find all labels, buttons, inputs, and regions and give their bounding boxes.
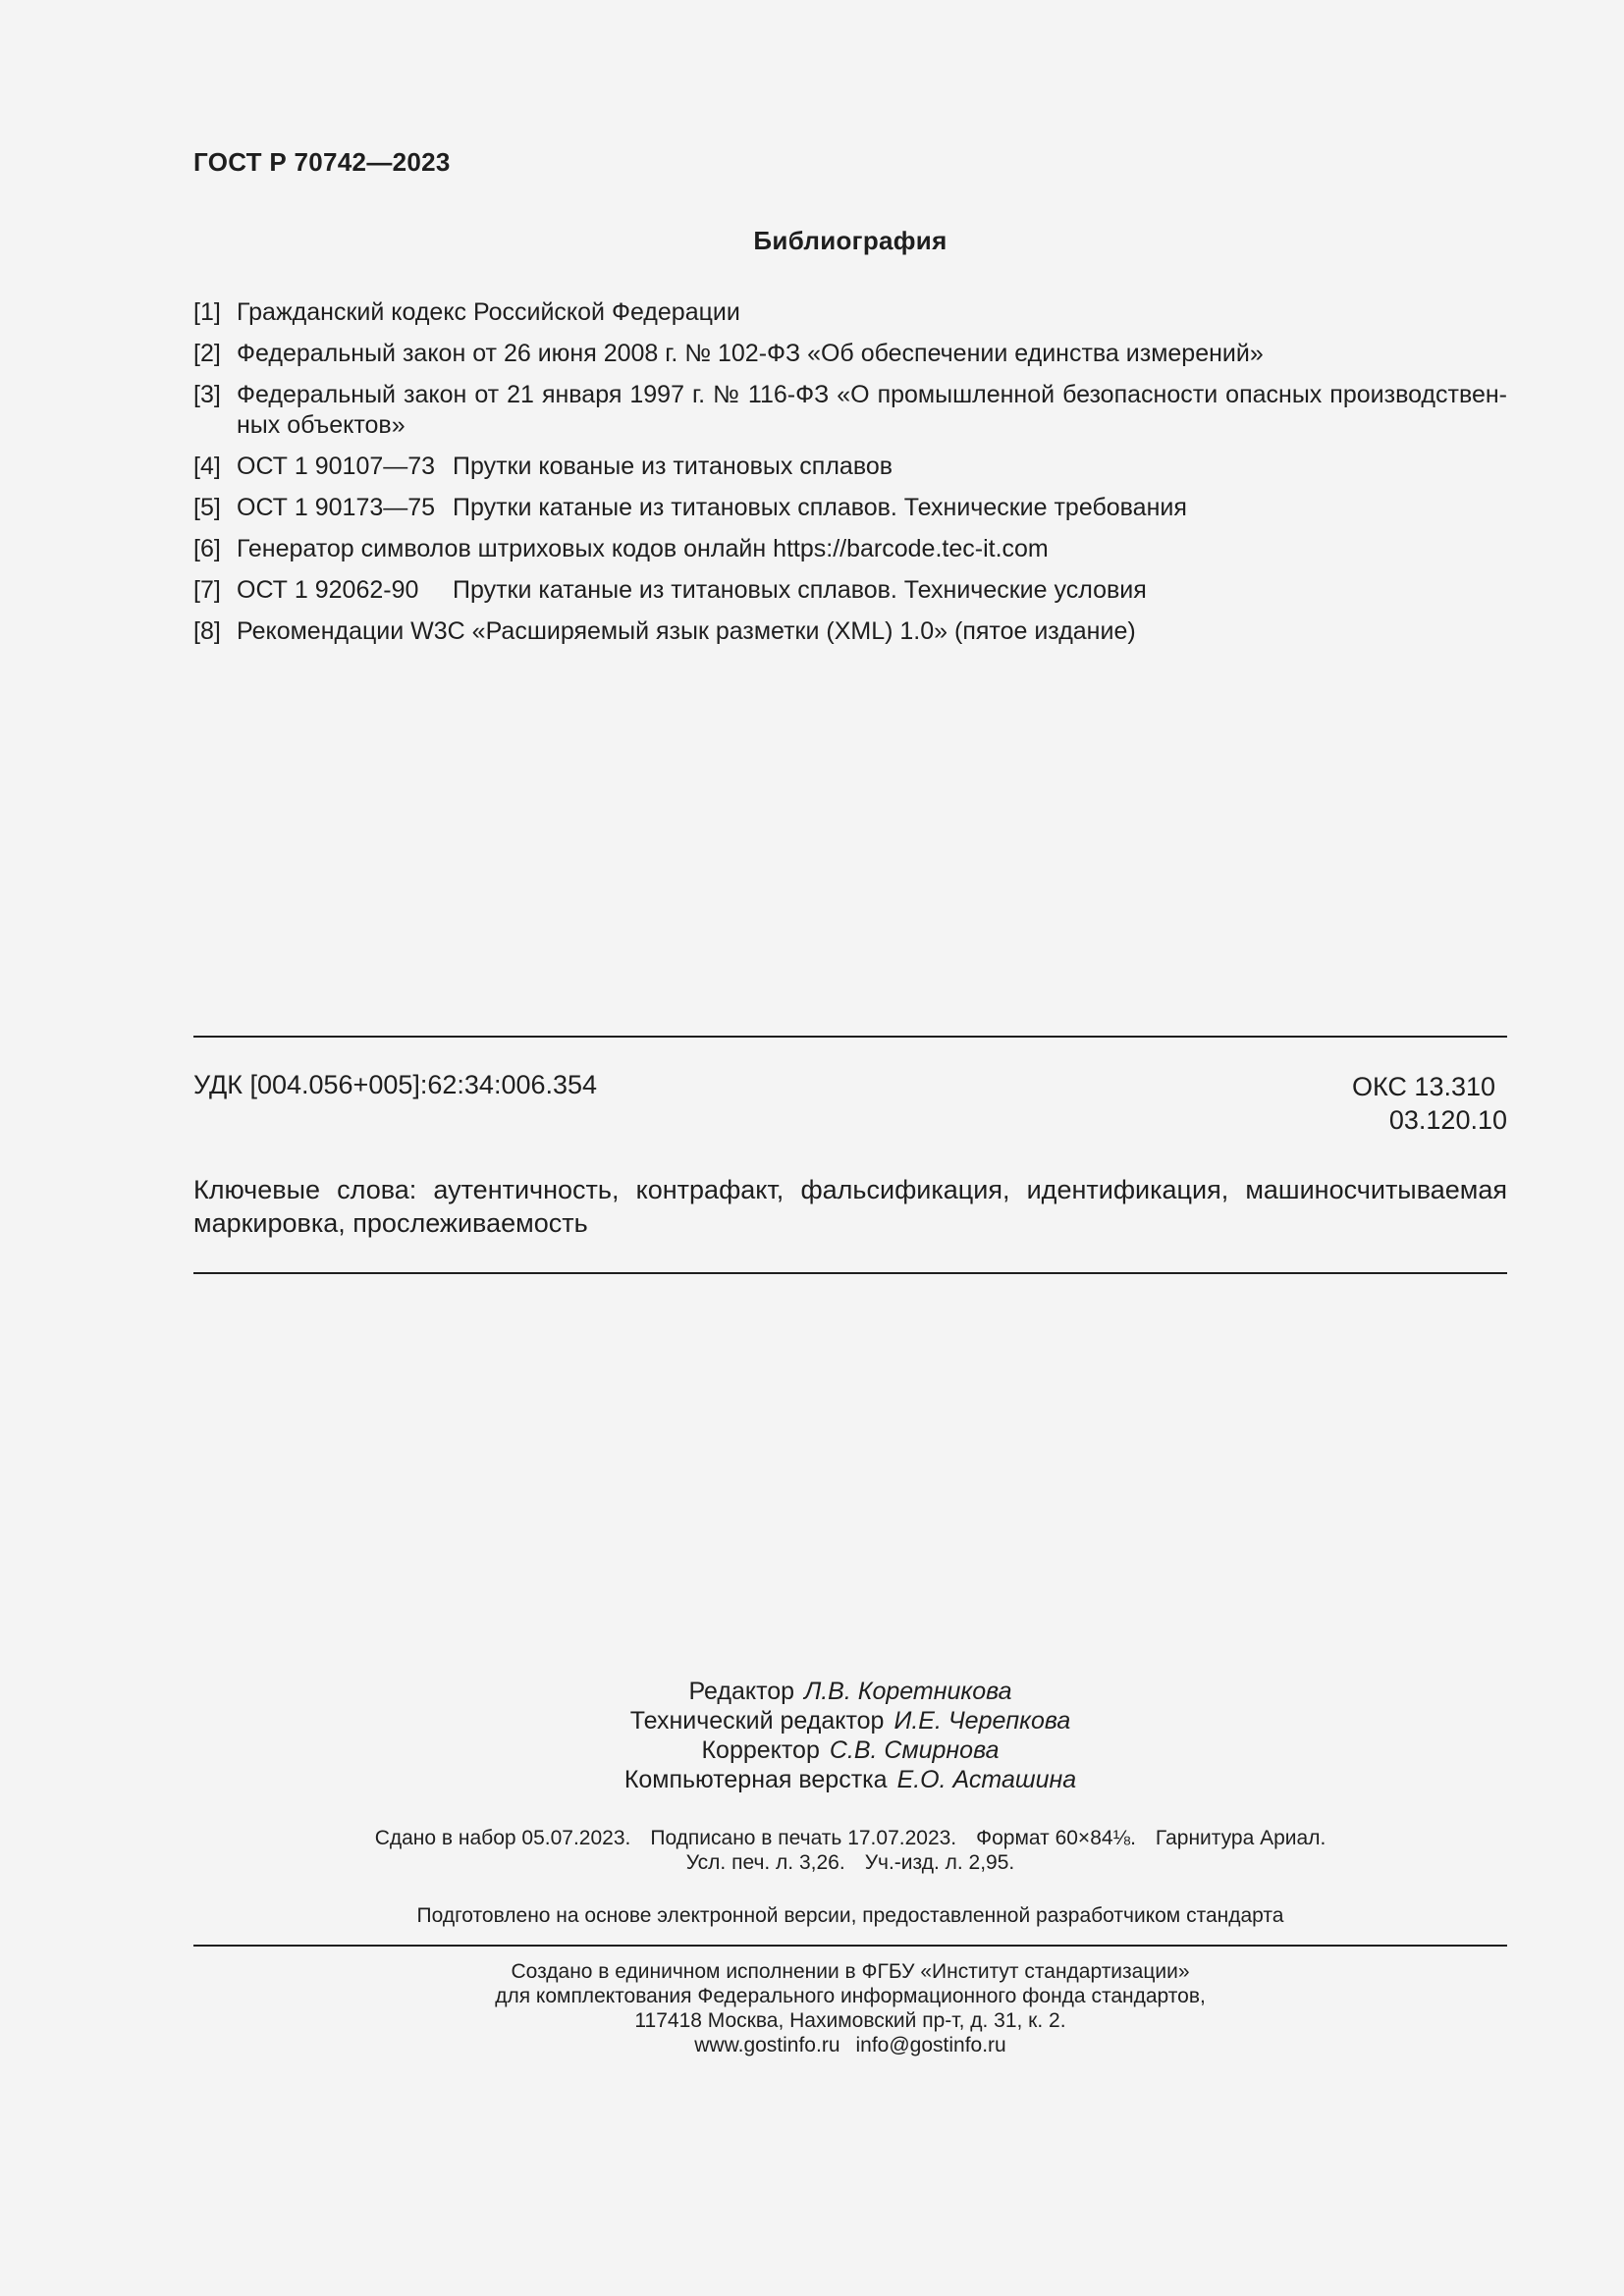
bibliography-item-text: Гражданский кодекс Российской Федерации [237, 298, 740, 326]
bibliography-item-text: Прутки кованые из титановых сплавов [453, 453, 893, 480]
bibliography-item [193, 380, 1507, 441]
publisher-email-link[interactable]: info@gostinfo.ru [855, 2034, 1006, 2056]
credit-name: Л.В. Коретникова [804, 1678, 1012, 1705]
bibliography-item-code: ОСТ 1 92062-90 [237, 576, 419, 604]
credit-role: Технический редактор [629, 1707, 885, 1735]
document-page [193, 0, 1507, 2296]
bibliography-item [193, 339, 1507, 369]
oks-code-secondary: 03.120.10 [1388, 1105, 1507, 1135]
bibliography-title: Библиография [753, 226, 947, 255]
oks-code-primary: ОКС 13.310 [1352, 1072, 1496, 1101]
bibliography-item [193, 616, 1507, 647]
prepared-note: Подготовлено на основе электронной версии, предоставленной разработчиком стандарта [416, 1904, 1284, 1927]
publisher-line-2: для комплектования Федерального информационного фонда стандартов, [495, 1985, 1206, 2007]
bibliography-item-text: Генератор символов штриховых кодов онлайн https://barcode.tec-it.com [237, 535, 1049, 562]
imprint-typeface: Гарнитура Ариал. [1155, 1827, 1326, 1849]
credit-name: Е.О. Асташина [896, 1766, 1077, 1793]
credit-role: Компьютерная верстка [623, 1766, 888, 1793]
udk-code: УДК [004.056+005]:62:34:006.354 [193, 1070, 598, 1099]
bibliography-item-content [237, 493, 1507, 523]
editorial-credits [193, 1677, 1507, 1794]
bibliography-list [193, 297, 1507, 658]
bibliography-item-number: [7] [193, 576, 221, 604]
oks-codes [1213, 1070, 1507, 1137]
bibliography-item-number: [6] [193, 535, 221, 562]
imprint-info [193, 1826, 1507, 1875]
credit-line [193, 1706, 1507, 1735]
credit-name: С.В. Смирнова [829, 1736, 1000, 1764]
bibliography-item-text: Федеральный закон от 21 января 1997 г. № 116-ФЗ «О промышленной безопасности опасных производственных объектов» [237, 381, 1507, 439]
publisher-contacts [193, 2033, 1507, 2057]
keywords: Ключевые слова: аутентичность, контрафакт, фальсификация, идентификация, машиносчитываемая маркировка, прослеживаемость [193, 1175, 1507, 1238]
section-divider-bottom [193, 1272, 1507, 1274]
bibliography-item-number: [1] [193, 298, 221, 326]
bibliography-item-text: Федеральный закон от 26 июня 2008 г. № 102-ФЗ «Об обеспечении единства измерений» [237, 340, 1264, 367]
credit-role: Корректор [701, 1736, 820, 1764]
bibliography-item-number: [4] [193, 453, 221, 480]
imprint-line-2 [193, 1850, 1507, 1875]
bibliography-item-content [237, 575, 1507, 606]
bibliography-item-text: Прутки катаные из титановых сплавов. Технические условия [453, 576, 1147, 604]
standard-code: ГОСТ Р 70742—2023 [193, 147, 451, 177]
publisher-info [193, 1959, 1507, 2057]
imprint-format: Формат 60×84⅛. [976, 1827, 1136, 1849]
bibliography-item-text: Рекомендации W3C «Расширяемый язык разметки (XML) 1.0» (пятое издание) [237, 617, 1136, 645]
section-divider-top [193, 1036, 1507, 1038]
bibliography-item [193, 452, 1507, 482]
imprint-submitted: Сдано в набор 05.07.2023. [374, 1827, 631, 1849]
bibliography-item [193, 297, 1507, 328]
credit-line [193, 1765, 1507, 1794]
imprint-print-sheets: Усл. печ. л. 3,26. [685, 1851, 845, 1874]
bibliography-item-content [237, 452, 1507, 482]
publisher-address: 117418 Москва, Нахимовский пр-т, д. 31, к. 2. [634, 2009, 1066, 2032]
bibliography-item-code: ОСТ 1 90173—75 [237, 494, 436, 521]
credit-line [193, 1677, 1507, 1706]
bibliography-item-text: Прутки катаные из титановых сплавов. Технические требования [453, 494, 1187, 521]
bibliography-item-number: [3] [193, 381, 221, 408]
bibliography-item [193, 493, 1507, 523]
imprint-line-1 [193, 1826, 1507, 1850]
bibliography-item-number: [8] [193, 617, 221, 645]
imprint-signed: Подписано в печать 17.07.2023. [650, 1827, 957, 1849]
bibliography-item [193, 575, 1507, 606]
bibliography-item-number: [5] [193, 494, 221, 521]
bibliography-item [193, 534, 1507, 564]
credit-line [193, 1735, 1507, 1765]
publisher-website-link[interactable]: www.gostinfo.ru [694, 2034, 840, 2056]
publisher-divider [193, 1945, 1507, 1947]
bibliography-item-code: ОСТ 1 90107—73 [237, 453, 436, 480]
credit-role: Редактор [688, 1678, 795, 1705]
credit-name: И.Е. Черепкова [893, 1707, 1071, 1735]
bibliography-item-number: [2] [193, 340, 221, 367]
publisher-line-1: Создано в единичном исполнении в ФГБУ «Институт стандартизации» [511, 1960, 1190, 1983]
imprint-edition-sheets: Уч.-изд. л. 2,95. [864, 1851, 1015, 1874]
